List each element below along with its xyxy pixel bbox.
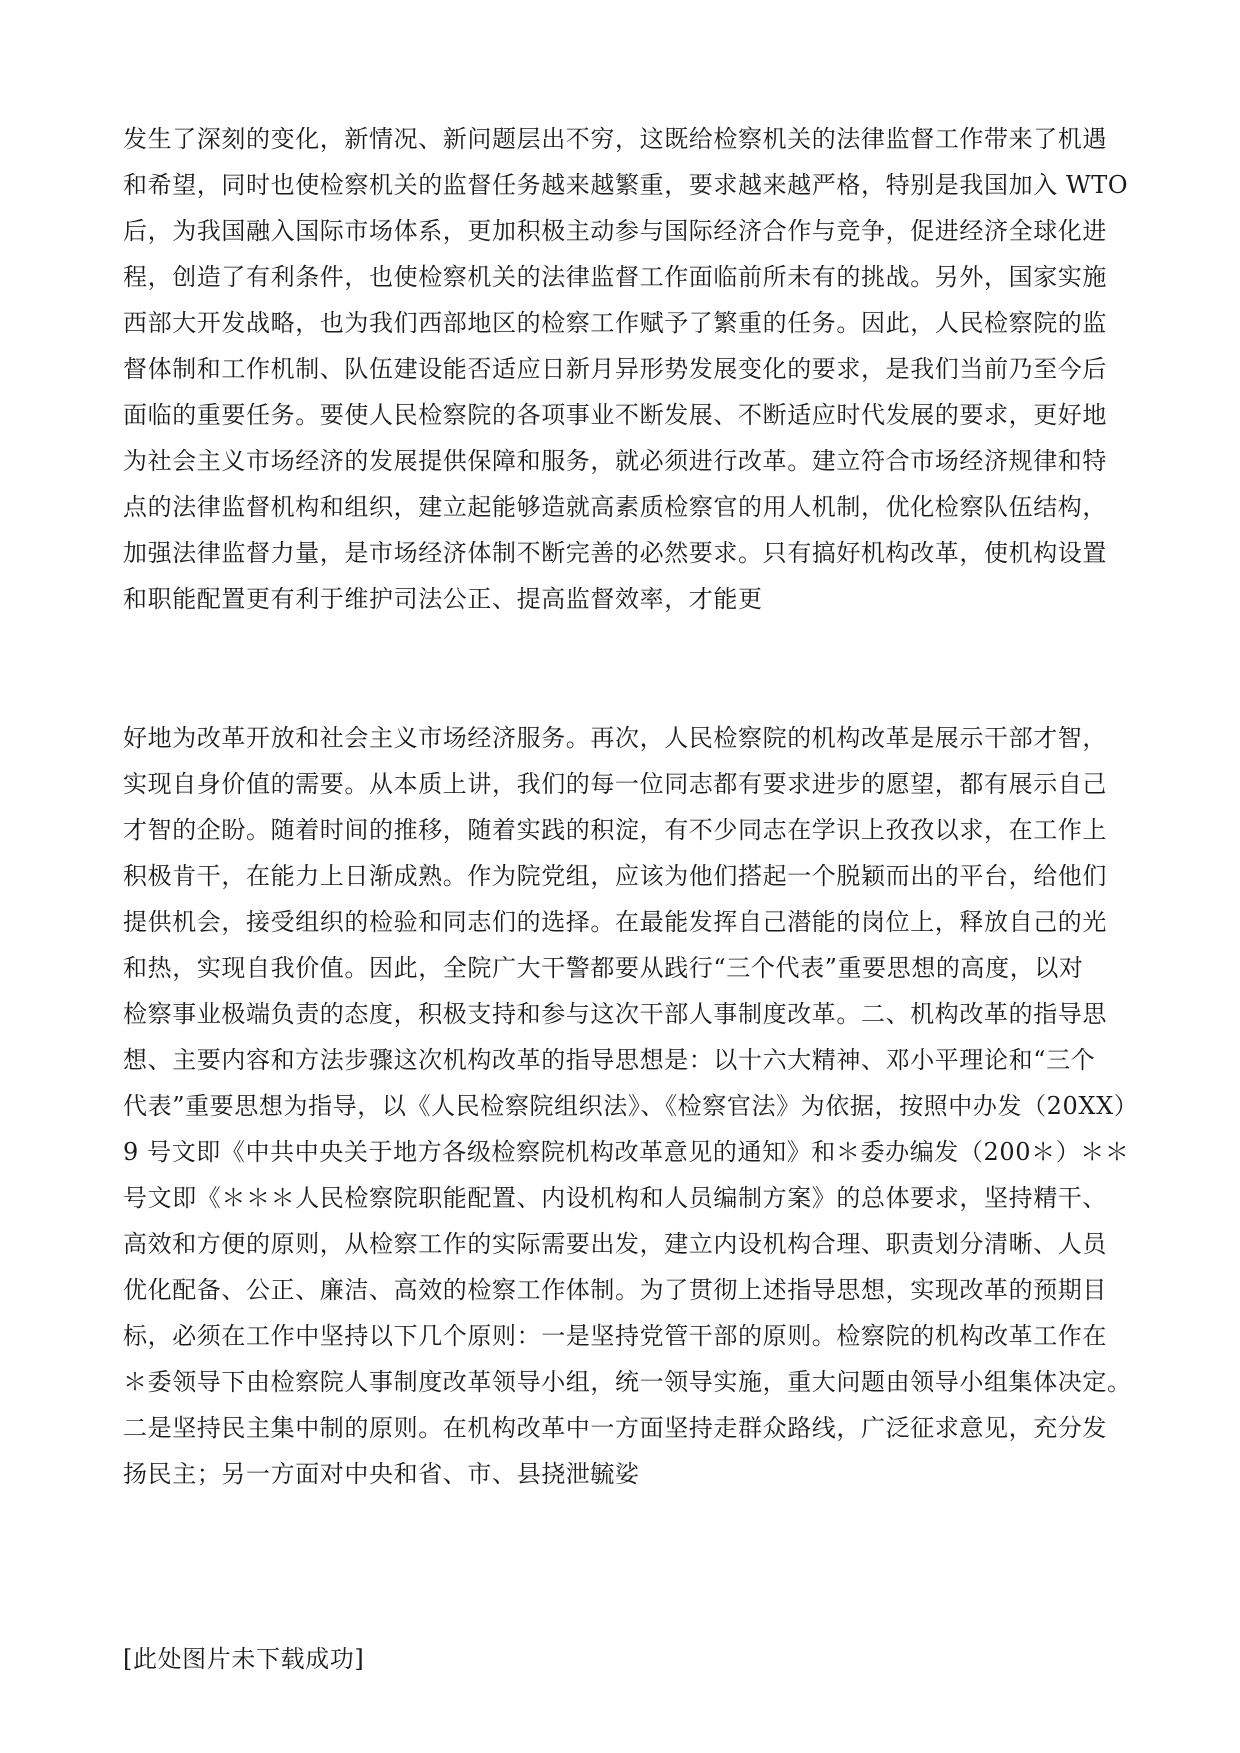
text-line: 面临的重要任务。要使人民检察院的各项事业不断发展、不断适应时代发展的要求，更好地	[123, 401, 1107, 429]
text-line: 扬民主；另一方面对中央和省、市、县挠泄毓娑	[123, 1460, 640, 1488]
text-line: 提供机会，接受组织的检验和同志们的选择。在最能发挥自己潜能的岗位上，释放自己的光	[123, 908, 1107, 936]
image-placeholder-text: [此处图片未下载成功]	[123, 1645, 365, 1673]
text-line: 二是坚持民主集中制的原则。在机构改革中一方面坚持走群众路线，广泛征求意见，充分发	[123, 1414, 1107, 1442]
text-line: 实现自身价值的需要。从本质上讲，我们的每一位同志都有要求进步的愿望，都有展示自己	[123, 770, 1107, 798]
text-line: 检察事业极端负责的态度，积极支持和参与这次干部人事制度改革。二、机构改革的指导思	[123, 1000, 1107, 1028]
text-line: 想、主要内容和方法步骤这次机构改革的指导思想是：以十六大精神、邓小平理论和“三个	[123, 1046, 1096, 1074]
text-line: 积极肯干，在能力上日渐成熟。作为院党组，应该为他们搭起一个脱颖而出的平台，给他们	[123, 862, 1107, 890]
text-line: 代表”重要思想为指导，以《人民检察院组织法》、《检察官法》为依据，按照中办发（20XX）	[123, 1092, 1139, 1120]
text-line: 好地为改革开放和社会主义市场经济服务。再次，人民检察院的机构改革是展示干部才智，	[123, 724, 1107, 752]
text-line: 才智的企盼。随着时间的推移，随着实践的积淀，有不少同志在学识上孜孜以求，在工作上	[123, 816, 1107, 844]
text-line: 优化配备、公正、廉洁、高效的检察工作体制。为了贯彻上述指导思想，实现改革的预期目	[123, 1276, 1107, 1304]
text-line: 号文即《＊＊＊人民检察院职能配置、内设机构和人员编制方案》的总体要求，坚持精干、	[123, 1184, 1107, 1212]
text-line: 程，创造了有利条件，也使检察机关的法律监督工作面临前所未有的挑战。另外，国家实施	[123, 263, 1107, 291]
text-line: ＊委领导下由检察院人事制度改革领导小组，统一领导实施，重大问题由领导小组集体决定。	[123, 1368, 1132, 1396]
text-line: 西部大开发战略，也为我们西部地区的检察工作赋予了繁重的任务。因此，人民检察院的监	[123, 309, 1107, 337]
text-line: 和热，实现自我价值。因此，全院广大干警都要从践行“三个代表”重要思想的高度，以对	[123, 954, 1084, 982]
text-line: 督体制和工作机制、队伍建设能否适应日新月异形势发展变化的要求，是我们当前乃至今后	[123, 355, 1107, 383]
text-line: 高效和方便的原则，从检察工作的实际需要出发，建立内设机构合理、职责划分清晰、人员	[123, 1230, 1107, 1258]
text-line: 和希望，同时也使检察机关的监督任务越来越繁重，要求越来越严格，特别是我国加入 WTO	[123, 171, 1129, 199]
text-line: 后，为我国融入国际市场体系，更加积极主动参与国际经济合作与竞争，促进经济全球化进	[123, 217, 1107, 245]
text-line: 发生了深刻的变化，新情况、新问题层出不穷，这既给检察机关的法律监督工作带来了机遇	[123, 125, 1107, 153]
text-line: 和职能配置更有利于维护司法公正、提高监督效率，才能更	[123, 585, 763, 613]
text-line: 9 号文即《中共中央关于地方各级检察院机构改革意见的通知》和＊委办编发（200＊）＊＊	[123, 1138, 1130, 1166]
text-line: 加强法律监督力量，是市场经济体制不断完善的必然要求。只有搞好机构改革，使机构设置	[123, 539, 1107, 567]
text-line: 点的法律监督机构和组织，建立起能够造就高素质检察官的用人机制，优化检察队伍结构，	[123, 493, 1107, 521]
text-line: 为社会主义市场经济的发展提供保障和服务，就必须进行改革。建立符合市场经济规律和特	[123, 447, 1107, 475]
text-line: 标，必须在工作中坚持以下几个原则：一是坚持党管干部的原则。检察院的机构改革工作在	[123, 1322, 1107, 1350]
